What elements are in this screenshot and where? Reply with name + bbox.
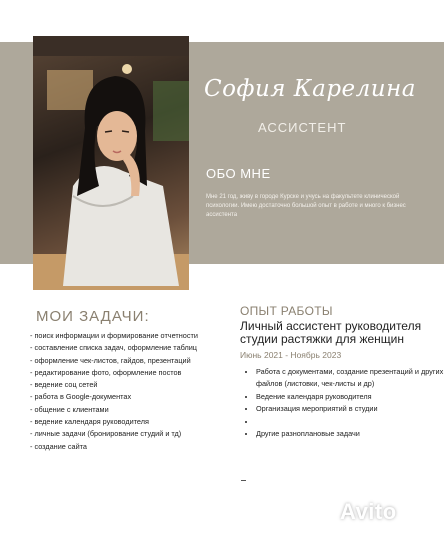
- task-item: - общение с клиентами: [30, 404, 109, 414]
- profile-photo: [33, 36, 189, 290]
- task-item: - оформление чек-листов, гайдов, презентаций: [30, 355, 191, 365]
- person-name: София Карелина: [204, 76, 416, 102]
- task-item: - ведение календаря руководителя: [30, 417, 149, 427]
- tasks-list: [30, 330, 198, 453]
- task-item: - личные задачи (бронирование студий и тд): [30, 429, 182, 439]
- experience-item: [256, 416, 444, 428]
- person-role: АССИСТЕНТ: [258, 120, 347, 135]
- task-item: - создание сайта: [30, 441, 87, 451]
- experience-position: Личный ассистент руководителя студии растяжки для женщин: [240, 319, 422, 346]
- experience-list: [245, 366, 444, 440]
- experience-item: • Другие разноплановые задачи: [256, 428, 444, 440]
- experience-item: • Работа с документами, создание презентаций и других файлов (листовки, чек-листы и др): [256, 366, 444, 391]
- experience-item: • Ведение календаря руководителя: [256, 391, 444, 403]
- dash-mark: [241, 480, 246, 481]
- about-text: Мне 21 год, живу в городе Курске и учусь на факультете клинической психологии. Имею достаточно большой опыт в работе и много к бизнес ассистента: [206, 194, 406, 218]
- task-item: - составление списка задач, оформление таблиц: [30, 343, 197, 353]
- task-item: - поиск информации и формирование отчетности: [30, 331, 198, 340]
- avito-watermark: Avito: [340, 499, 397, 524]
- tasks-title: МОИ ЗАДАЧИ:: [36, 308, 150, 325]
- task-item: - работа в Google-документах: [30, 392, 132, 402]
- task-item: - ведение соц сетей: [30, 380, 98, 390]
- experience-title: ОПЫТ РАБОТЫ: [240, 304, 333, 318]
- about-title: ОБО МНЕ: [206, 166, 271, 181]
- task-item: - редактирование фото, оформление постов: [30, 367, 182, 377]
- experience-period: Июнь 2021 - Ноябрь 2023: [240, 350, 342, 360]
- experience-item: • Организация мероприятий в студии: [256, 403, 444, 415]
